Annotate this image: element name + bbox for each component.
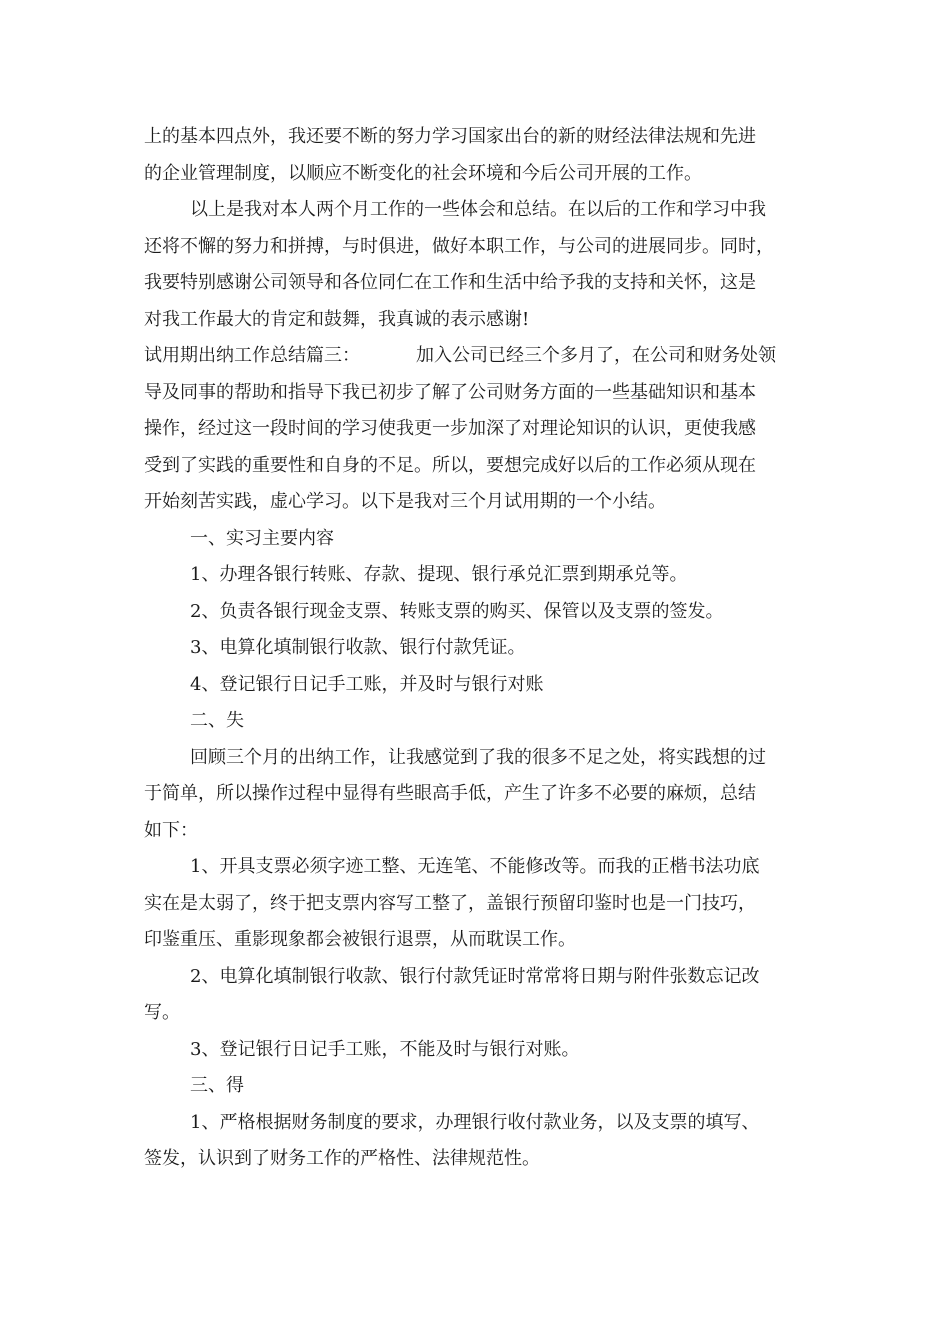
text-line: 对我工作最大的肯定和鼓舞，我真诚的表示感谢! (144, 308, 530, 330)
text-line: 的企业管理制度，以顺应不断变化的社会环境和今后公司开展的工作。 (144, 162, 702, 184)
text-line: 上的基本四点外，我还要不断的努力学习国家出台的新的财经法律法规和先进 (144, 126, 756, 147)
subheading: 一、实习主要内容 (190, 527, 334, 549)
list-item: 4、登记银行日记手工账，并及时与银行对账 (190, 673, 544, 695)
text-line: 写。 (144, 1002, 180, 1023)
subheading: 二、失 (190, 710, 244, 731)
text-line: 实在是太弱了，终于把支票内容写工整了，盖银行预留印鉴时也是一门技巧， (144, 892, 756, 914)
list-item: 2、电算化填制银行收款、银行付款凭证时常常将日期与附件张数忘记改 (190, 965, 760, 987)
list-item: 1、办理各银行转账、存款、提现、银行承兑汇票到期承兑等。 (190, 564, 688, 585)
text-line: 如下： (144, 819, 198, 841)
list-item: 2、负责各银行现金支票、转账支票的购买、保管以及支票的签发。 (190, 600, 724, 622)
text-line: 还将不懈的努力和拼搏，与时俱进，做好本职工作，与公司的进展同步。同时， (144, 235, 774, 257)
text-line: 印鉴重压、重影现象都会被银行退票，从而耽误工作。 (144, 929, 576, 950)
text-line: 于简单，所以操作过程中显得有些眼高手低，产生了许多不必要的麻烦，总结 (144, 783, 756, 804)
text-line: 签发，认识到了财务工作的严格性、法律规范性。 (144, 1148, 540, 1169)
text-line: 受到了实践的重要性和自身的不足。所以，要想完成好以后的工作必须从现在 (144, 454, 756, 476)
text-line: 开始刻苦实践，虚心学习。以下是我对三个月试用期的一个小结。 (144, 491, 666, 512)
text-line: 加入公司已经三个多月了，在公司和财务处领 (416, 345, 776, 366)
document-page (144, 119, 804, 1178)
text-line: 回顾三个月的出纳工作，让我感觉到了我的很多不足之处，将实践想的过 (190, 746, 766, 768)
list-item: 3、电算化填制银行收款、银行付款凭证。 (190, 637, 526, 658)
text-line: 以上是我对本人两个月工作的一些体会和总结。在以后的工作和学习中我 (190, 199, 766, 220)
list-item: 1、严格根据财务制度的要求，办理银行收付款业务，以及支票的填写、 (190, 1111, 760, 1133)
text-line: 我要特别感谢公司领导和各位同仁在工作和生活中给予我的支持和关怀，这是 (144, 272, 756, 293)
list-item: 1、开具支票必须字迹工整、无连笔、不能修改等。而我的正楷书法功底 (190, 856, 760, 877)
text-line: 导及同事的帮助和指导下我已初步了解了公司财务方面的一些基础知识和基本 (144, 381, 756, 403)
subheading: 三、得 (190, 1075, 244, 1096)
section-heading-line (144, 338, 804, 375)
section-heading: 试用期出纳工作总结篇三： (144, 345, 360, 366)
text-line: 操作，经过这一段时间的学习使我更一步加深了对理论知识的认识，更使我感 (144, 418, 756, 439)
list-item: 3、登记银行日记手工账，不能及时与银行对账。 (190, 1038, 580, 1060)
